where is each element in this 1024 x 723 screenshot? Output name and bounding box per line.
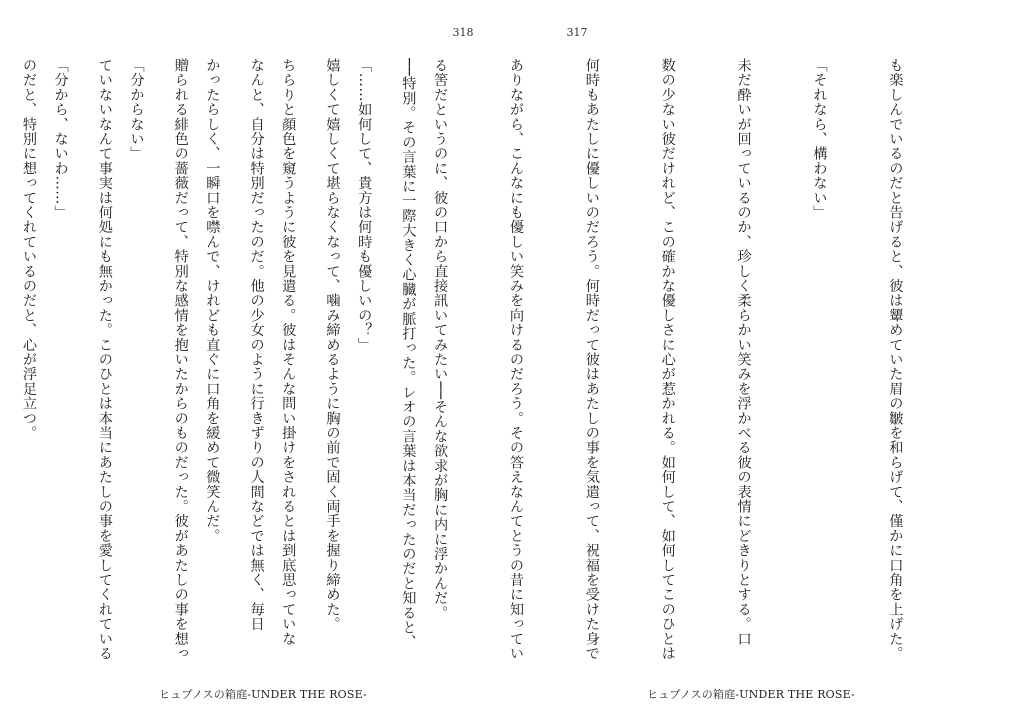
text-line: かったらしく、一瞬口を噤んで、けれども直ぐに口角を緩めて微笑んだ。 [204, 58, 221, 544]
text-line: ──特別。その言葉に一際大きく心臓が脈打った。レオの言葉は本当だったのだと知ると、 [400, 58, 417, 650]
text-line: も楽しんでいるのだと告げると、彼は顰めていた眉の皺を和らげて、僅かに口角を上げた。 [887, 58, 904, 661]
text-line: 「それなら、構わない」 [811, 58, 828, 220]
text-line: ありながら、こんなにも優しい笑みを向けるのだろう。その答えなんてとうの昔に知ってい [507, 58, 524, 661]
text-line: る筈だというのに、彼の口から直接訊いてみたい──そんな欲求が胸に内に浮かんだ。 [432, 58, 449, 620]
text-line: 未だ酔いが回っているのか、珍しく柔らかい笑みを浮かべる彼の表情にどきりとする。口 [735, 58, 752, 646]
text-line: 「分からない」 [128, 58, 145, 161]
text-line: なんと、自分は特別だったのだ。他の少女のように行きずりの人間などでは無く、毎日 [248, 58, 265, 632]
page-number: 318 [452, 26, 474, 39]
text-line: 数の少ない彼だけれど、この確かな優しさに心が惹かれる。如何して、如何してこのひとは [659, 58, 676, 661]
text-line: ていないなんて事実は何処にも無かった。このひとは本当にあたしの事を愛してくれている [96, 58, 113, 661]
text-line: ちらりと顔色を窺うように彼を見遣る。彼はそんな問い掛けをされるとは到底思っていな [280, 58, 297, 646]
running-footer: ヒュプノスの箱庭-UNDER THE ROSE- [647, 688, 855, 701]
running-footer: ヒュプノスの箱庭-UNDER THE ROSE- [159, 688, 367, 701]
text-line: 嬉しくて嬉しくて堪らなくなって、噛み締めるように胸の前で固く両手を握り締めた。 [324, 58, 341, 632]
text-line: のだと、特別に想ってくれているのだと、心が浮足立つ。 [20, 58, 37, 441]
page-number: 317 [566, 26, 588, 39]
text-line: 何時もあたしに優しいのだろう。何時だって彼はあたしの事を気遣って、祝福を受けた身で [583, 58, 600, 661]
text-line: 「……如何して、貴方は何時も優しいの？」 [356, 58, 373, 352]
text-line: 贈られる緋色の薔薇だって、特別な感情を抱いたからのものだった。彼があたしの事を想っ [172, 58, 189, 661]
text-line: 「分から、ないわ……」 [52, 58, 69, 220]
